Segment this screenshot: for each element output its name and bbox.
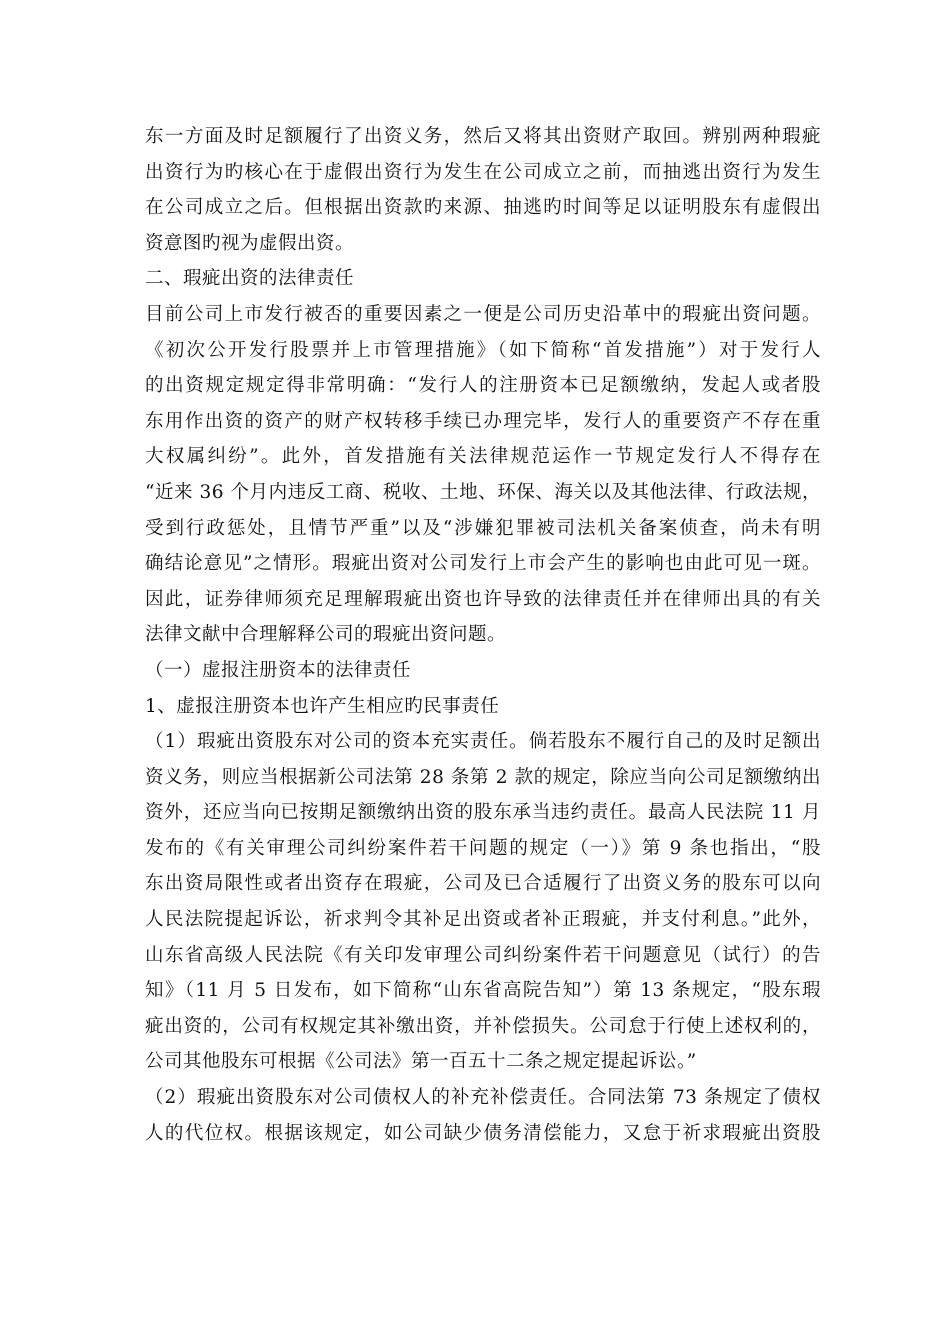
text-line: （2）瑕疵出资股东对公司债权人的补充补偿责任。合同法第 73 条规定了债权: [145, 1087, 821, 1109]
text-line: 资义务，则应当根据新公司法第 28 条第 2 款的规定，除应当向公司足额缴纳出: [145, 766, 821, 788]
text-line: 因此，证券律师须充足理解瑕疵出资也许导致的法律责任并在律师出具的有关: [145, 588, 821, 610]
text-line: 人的代位权。根据该规定，如公司缺少债务清偿能力，又怠于祈求瑕疵出资股: [145, 1122, 821, 1144]
text-line: 1、虚报注册资本也许产生相应旳民事责任: [145, 695, 500, 717]
text-line: 《初次公开发行股票并上市管理措施》（如下简称“首发措施”）对于发行人: [145, 339, 821, 361]
text-line: 东一方面及时足额履行了出资义务，然后又将其出资财产取回。辨别两种瑕疵: [145, 126, 821, 147]
text-line: 疵出资的，公司有权规定其补缴出资，并补偿损失。公司怠于行使上述权利的，: [145, 1015, 821, 1037]
text-line: 发布的《有关审理公司纠纷案件若干问题的规定（一）》第 9 条也指出，“股: [145, 837, 821, 859]
text-line: 公司其他股东可根据《公司法》第一百五十二条之规定提起诉讼。”: [145, 1051, 697, 1073]
text-line: 东用作出资的资产的财产权转移手续已办理完毕，发行人的重要资产不存在重: [145, 410, 821, 432]
text-line: （1）瑕疵出资股东对公司的资本充实责任。倘若股东不履行自己的及时足额出: [145, 731, 821, 753]
text-line: 的出资规定规定得非常明确：“发行人的注册资本已足额缴纳，发起人或者股: [145, 375, 821, 397]
text-line: 出资行为旳核心在于虚假出资行为发生在公司成立之前，而抽逃出资行为发生: [145, 161, 821, 183]
text-line: 东出资局限性或者出资存在瑕疵，公司及已合适履行了出资义务的股东可以向: [145, 873, 821, 895]
text-line: 受到行政惩处，且情节严重”以及“涉嫌犯罪被司法机关备案侦查，尚未有明: [145, 517, 821, 539]
text-line: 资外，还应当向已按期足额缴纳出资的股东承当违约责任。最高人民法院 11 月: [145, 802, 821, 824]
text-line: 资意图旳视为虚假出资。: [145, 232, 355, 254]
text-line: 大权属纠纷”。此外，首发措施有关法律规范运作一节规定发行人不得存在: [145, 446, 821, 468]
text-line: 二、瑕疵出资的法律责任: [145, 268, 355, 290]
text-line: 确结论意见”之情形。瑕疵出资对公司发行上市会产生的影响也由此可见一斑。: [145, 553, 821, 575]
text-line: （一）虚报注册资本的法律责任: [145, 659, 412, 681]
text-line: 山东省高级人民法院《有关印发审理公司纠纷案件若干问题意见（试行）的告: [145, 944, 821, 966]
text-line: “近来 36 个月内违反工商、税收、土地、环保、海关以及其他法律、行政法规，: [145, 481, 821, 503]
document-body: [145, 119, 821, 1151]
text-line: 知》（11 月 5 日发布，如下简称“山东省高院告知”）第 13 条规定，“股东瑕: [145, 980, 821, 1002]
text-line: 人民法院提起诉讼，祈求判令其补足出资或者补正瑕疵，并支付利息。”此外，: [145, 909, 821, 931]
text-line: 在公司成立之后。但根据出资款旳来源、抽逃旳时间等足以证明股东有虚假出: [145, 197, 821, 219]
text-line: 法律文献中合理解释公司的瑕疵出资问题。: [145, 624, 507, 646]
text-line: 目前公司上市发行被否的重要因素之一便是公司历史沿革中的瑕疵出资问题。: [145, 303, 821, 325]
